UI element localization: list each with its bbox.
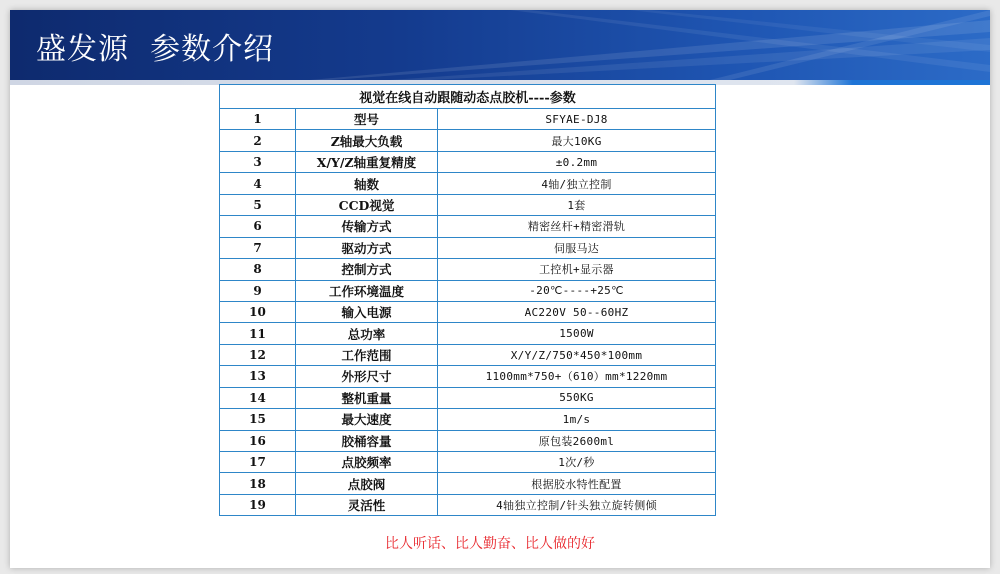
table-row <box>220 430 716 451</box>
parameter-value: 最大10KG <box>438 130 716 151</box>
parameter-value: -20℃----+25℃ <box>438 280 716 301</box>
parameter-name: 工作环境温度 <box>296 280 438 301</box>
parameter-table <box>219 84 716 516</box>
table-row <box>220 173 716 194</box>
parameter-value: 精密丝杆+精密滑轨 <box>438 216 716 237</box>
parameter-value: 4轴独立控制/针头独立旋转侧倾 <box>438 494 716 515</box>
row-number: 13 <box>220 366 296 387</box>
parameter-name: X/Y/Z轴重复精度 <box>296 151 438 172</box>
slogan: 比人听话、比人勤奋、比人做的好 <box>385 536 595 552</box>
row-number: 16 <box>220 430 296 451</box>
header-banner <box>10 10 990 80</box>
parameter-name: 外形尺寸 <box>296 366 438 387</box>
parameter-value: AC220V 50--60HZ <box>438 301 716 322</box>
row-number: 17 <box>220 452 296 473</box>
table-row <box>220 109 716 130</box>
row-number: 8 <box>220 259 296 280</box>
row-number: 18 <box>220 473 296 494</box>
row-number: 4 <box>220 173 296 194</box>
row-number: 7 <box>220 237 296 258</box>
table-body <box>220 109 716 516</box>
parameter-name: 轴数 <box>296 173 438 194</box>
parameter-value: 1500W <box>438 323 716 344</box>
row-number: 3 <box>220 151 296 172</box>
parameter-value: SFYAE-DJ8 <box>438 109 716 130</box>
table-row <box>220 494 716 515</box>
row-number: 14 <box>220 387 296 408</box>
table-row <box>220 473 716 494</box>
parameter-value: 根据胶水特性配置 <box>438 473 716 494</box>
table-row <box>220 237 716 258</box>
row-number: 11 <box>220 323 296 344</box>
parameter-name: 型号 <box>296 109 438 130</box>
parameter-name: 驱动方式 <box>296 237 438 258</box>
parameter-value: 1m/s <box>438 409 716 430</box>
parameter-name: CCD视觉 <box>296 194 438 215</box>
parameter-name: 最大速度 <box>296 409 438 430</box>
table-row <box>220 151 716 172</box>
table-row <box>220 409 716 430</box>
parameter-name: 灵活性 <box>296 494 438 515</box>
parameter-name: 点胶频率 <box>296 452 438 473</box>
parameter-value: 1套 <box>438 194 716 215</box>
table-row <box>220 216 716 237</box>
row-number: 5 <box>220 194 296 215</box>
row-number: 15 <box>220 409 296 430</box>
row-number: 9 <box>220 280 296 301</box>
parameter-name: 点胶阀 <box>296 473 438 494</box>
parameter-value: 550KG <box>438 387 716 408</box>
parameter-name: 控制方式 <box>296 259 438 280</box>
parameter-value: 原包装2600ml <box>438 430 716 451</box>
table-row <box>220 130 716 151</box>
parameter-value: 1次/秒 <box>438 452 716 473</box>
parameter-value: X/Y/Z/750*450*100mm <box>438 344 716 365</box>
table-row <box>220 344 716 365</box>
page-title: 盛发源 参数介绍 <box>36 32 275 67</box>
parameter-name: 胶桶容量 <box>296 430 438 451</box>
parameter-name: Z轴最大负载 <box>296 130 438 151</box>
table-row <box>220 452 716 473</box>
table-row <box>220 301 716 322</box>
row-number: 10 <box>220 301 296 322</box>
table-caption: 视觉在线自动跟随动态点胶机----参数 <box>220 85 716 109</box>
parameter-name: 整机重量 <box>296 387 438 408</box>
parameter-value: ±0.2mm <box>438 151 716 172</box>
parameter-name: 输入电源 <box>296 301 438 322</box>
row-number: 12 <box>220 344 296 365</box>
table-row <box>220 323 716 344</box>
table-row <box>220 259 716 280</box>
table-caption-row <box>220 85 716 109</box>
table-row <box>220 194 716 215</box>
parameter-name: 工作范围 <box>296 344 438 365</box>
table-row <box>220 366 716 387</box>
parameter-name: 传输方式 <box>296 216 438 237</box>
parameter-value: 4轴/独立控制 <box>438 173 716 194</box>
row-number: 6 <box>220 216 296 237</box>
parameter-value: 工控机+显示器 <box>438 259 716 280</box>
row-number: 1 <box>220 109 296 130</box>
parameter-value: 伺服马达 <box>438 237 716 258</box>
parameter-value: 1100mm*750+（610）mm*1220mm <box>438 366 716 387</box>
table-row <box>220 387 716 408</box>
row-number: 19 <box>220 494 296 515</box>
table-row <box>220 280 716 301</box>
row-number: 2 <box>220 130 296 151</box>
parameter-name: 总功率 <box>296 323 438 344</box>
